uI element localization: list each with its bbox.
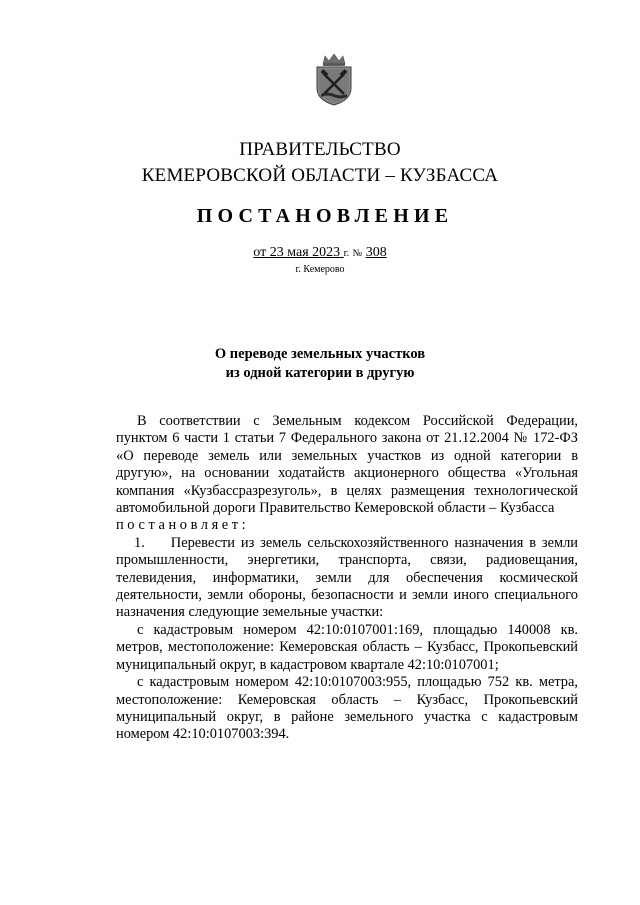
city-label: г. Кемерово	[295, 264, 345, 275]
subject-line1: О переводе земельных участков	[214, 346, 426, 362]
document-date: 23 мая 2023	[269, 245, 341, 260]
number-sign: №	[352, 248, 363, 259]
parcel-1-paragraph: с кадастровым номером 42:10:0107001:169, площадью 140008 кв. метров, местоположение: Кемеровская область – Кузбасс, Прокопьевский муниципальный округ, в кадастровом квартале 42:10:0107001;	[116, 621, 578, 673]
government-name-line1: ПРАВИТЕЛЬСТВО	[239, 139, 401, 160]
parcel-2-paragraph: с кадастровым номером 42:10:0107003:955, площадью 752 кв. метра, местоположение: Кемеровская область – Кузбасс, Прокопьевский муниципальный округ, в районе земельного участка с кадастровым номером 42:10:0107003:394.	[116, 674, 578, 743]
document-number: 308	[365, 245, 387, 260]
resolves-word: постановляет:	[116, 517, 250, 534]
date-number-line	[0, 245, 640, 261]
year-suffix: г.	[343, 248, 350, 259]
date-prefix: от	[253, 245, 267, 260]
document-type-title: ПОСТАНОВЛЕНИЕ	[196, 205, 454, 227]
item-1-paragraph	[116, 535, 578, 622]
government-name-line2: КЕМЕРОВСКОЙ ОБЛАСТИ – КУЗБАССА	[141, 165, 499, 186]
subject-line2: из одной категории в другую	[225, 365, 415, 381]
coat-of-arms-icon	[313, 52, 355, 106]
item-1-number: 1.	[134, 534, 145, 551]
item-1-text: Перевести из земель сельскохозяйственного назначения в земли промышленности, энергетики, транспорта, связи, радиовещания, телевидения, информатики, земли для обеспечения космической деятельности, земли обороны, безопасности и земли иного специального назначения следующие земельные участки:	[116, 534, 578, 621]
preamble-paragraph: В соответствии с Земельным кодексом Российской Федерации, пунктом 6 части 1 статьи 7 Федерального закона от 21.12.2004 № 172-ФЗ «О переводе земель или земельных участков из одной категории в другую», на основании ходатайств акционерного общества «Угольная компания «Кузбассразрезуголь», в целях размещения технологической автомобильной дороги Правительство Кемеровской области – Кузбасса	[116, 413, 578, 517]
document-body	[116, 413, 578, 744]
